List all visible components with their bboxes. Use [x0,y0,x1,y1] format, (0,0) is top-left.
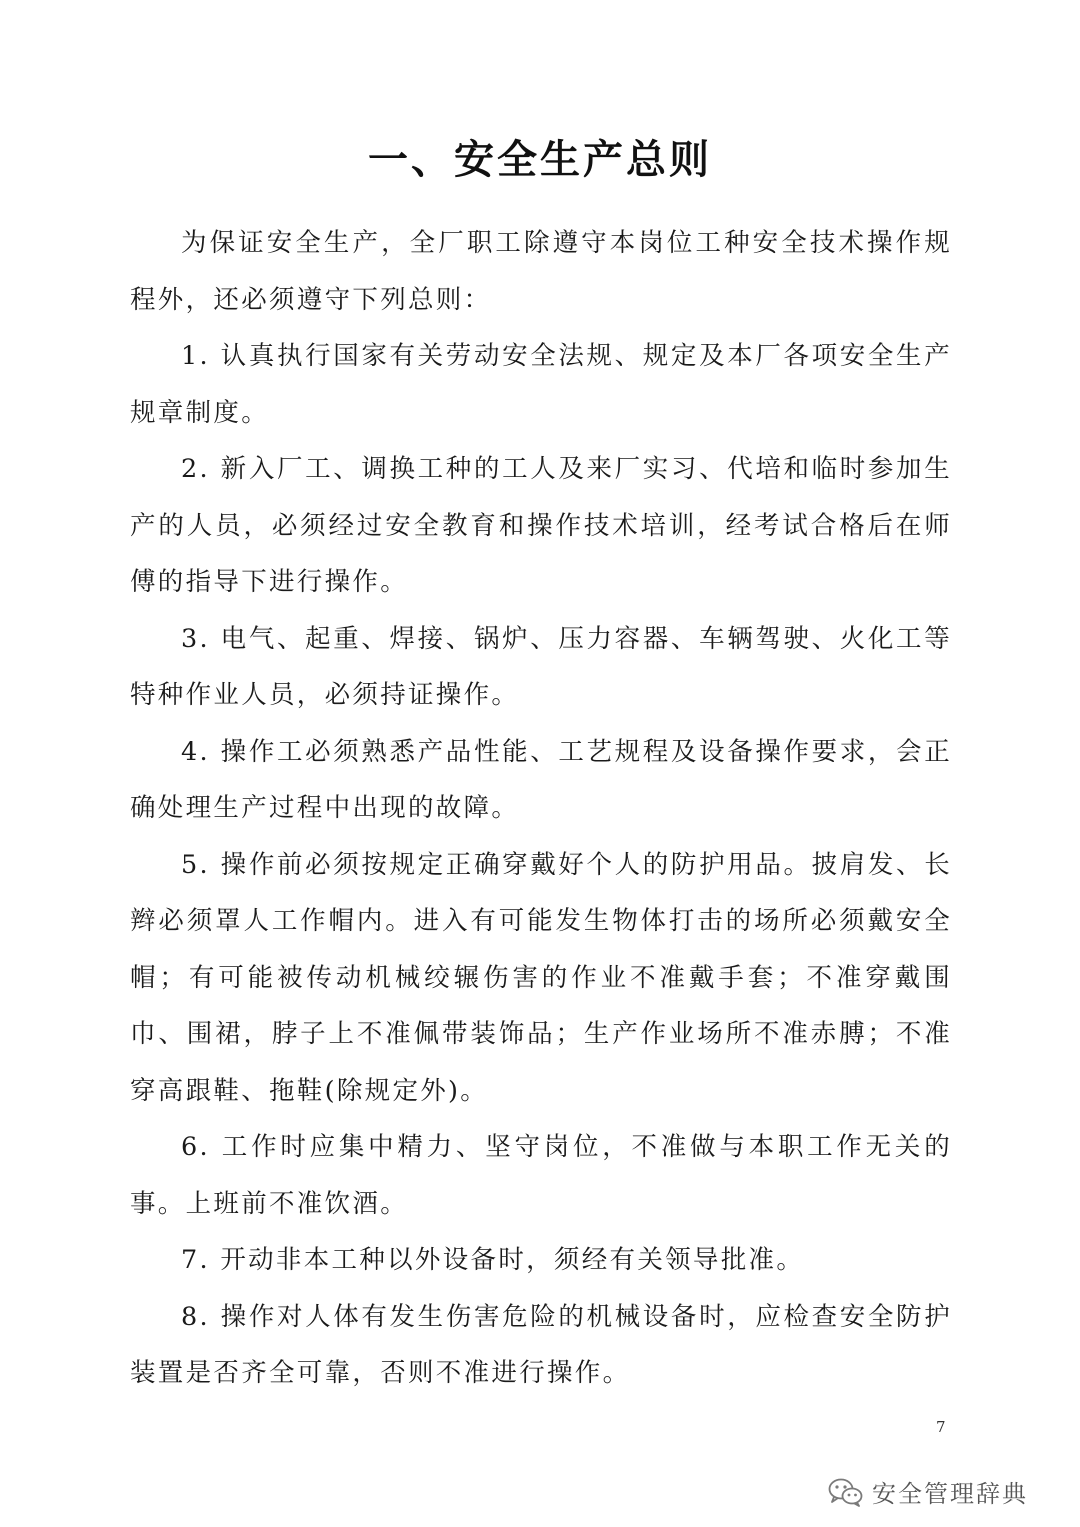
watermark-text: 安全管理辞典 [872,1480,1028,1508]
wechat-icon [828,1477,864,1507]
page-title: 一、安全生产总则 [368,137,712,183]
rule-paragraph-4: 4. 操作工必须熟悉产品性能、工艺规程及设备操作要求，会正确处理生产过程中出现的故障。 [130,736,952,823]
intro-paragraph: 为保证安全生产，全厂职工除遵守本岗位工种安全技术操作规程外，还必须遵守下列总则： [130,228,952,315]
rule-paragraph-5: 5. 操作前必须按规定正确穿戴好个人的防护用品。披肩发、长辫必须罩人工作帽内。进入有可能发生物体打击的场所必须戴安全帽；有可能被传动机械绞辗伤害的作业不准戴手套；不准穿戴围巾、围裙，脖子上不准佩带装饰品；生产作业场所不准赤膊；不准穿高跟鞋、拖鞋(除规定外)。 [130,849,952,1106]
page-number: 7 [936,1418,946,1436]
rule-paragraph-1: 1. 认真执行国家有关劳动安全法规、规定及本厂各项安全生产规章制度。 [130,341,952,428]
rule-paragraph-2: 2. 新入厂工、调换工种的工人及来厂实习、代培和临时参加生产的人员，必须经过安全教育和操作技术培训，经考试合格后在师傅的指导下进行操作。 [130,454,952,597]
rule-paragraph-6: 6. 工作时应集中精力、坚守岗位，不准做与本职工作无关的事。上班前不准饮酒。 [130,1132,952,1219]
rule-paragraph-8: 8. 操作对人体有发生伤害危险的机械设备时，应检查安全防护装置是否齐全可靠，否则不准进行操作。 [130,1301,952,1388]
rule-paragraph-3: 3. 电气、起重、焊接、锅炉、压力容器、车辆驾驶、火化工等特种作业人员，必须持证操作。 [130,623,952,710]
rule-paragraph-7: 7. 开动非本工种以外设备时，须经有关领导批准。 [181,1245,805,1275]
document-body [130,215,952,1402]
watermark [828,1474,1028,1509]
